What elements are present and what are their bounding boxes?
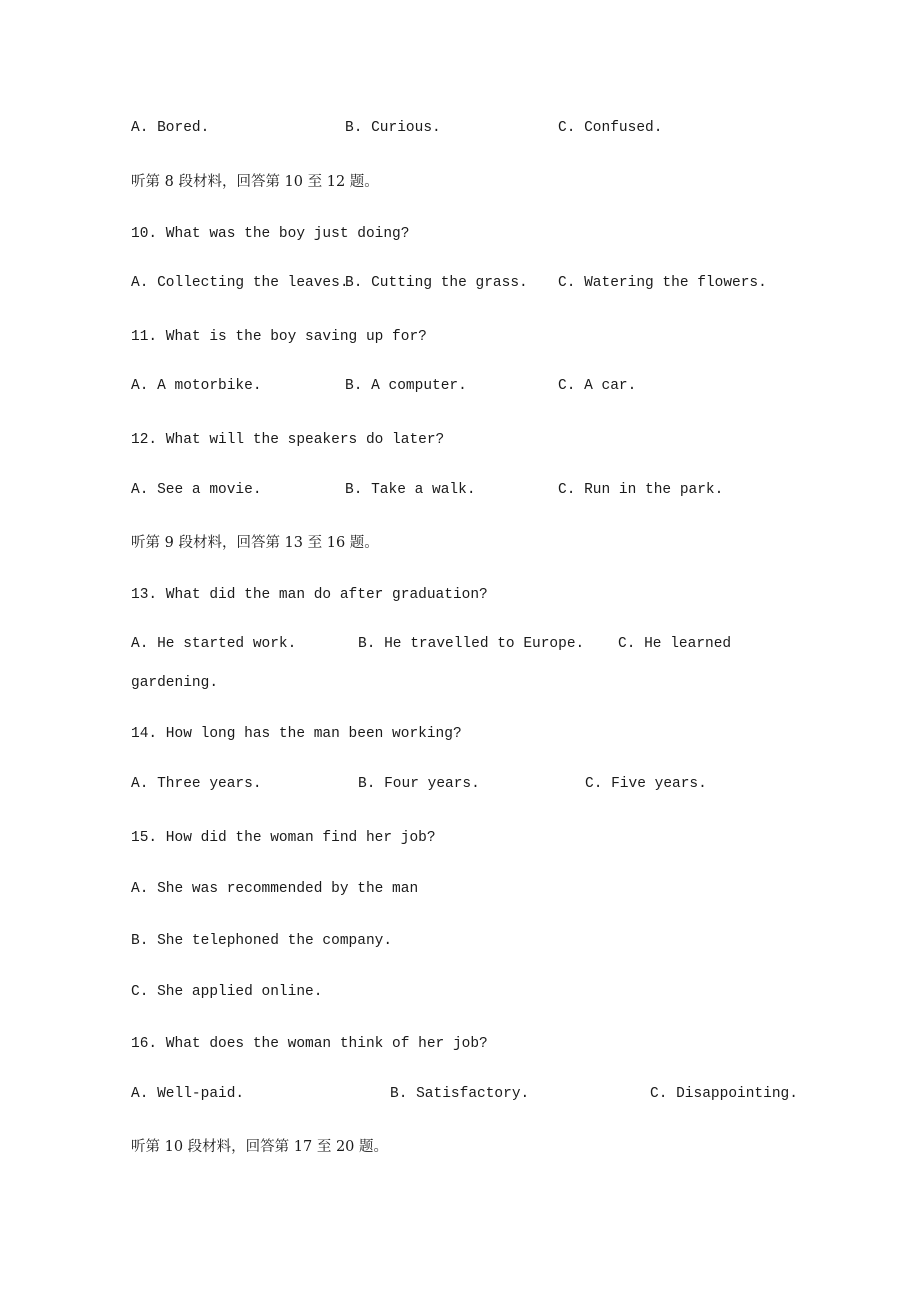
section-instruction: 听第 10 段材料，回答第 17 至 20 题。: [131, 1139, 389, 1155]
question-text: 14. How long has the man been working?: [131, 726, 462, 742]
answer-option: A. See a movie.: [131, 482, 262, 498]
question-text: 13. What did the man do after graduation?: [131, 587, 488, 603]
answer-option: B. He travelled to Europe.: [358, 636, 585, 652]
answer-option: C. A car.: [558, 378, 637, 394]
answer-option: C. Five years.: [585, 776, 707, 792]
answer-option: A. A motorbike.: [131, 378, 262, 394]
answer-option: B. Four years.: [358, 776, 480, 792]
question-text: 10. What was the boy just doing?: [131, 226, 410, 242]
answer-option: B. Curious.: [345, 120, 441, 136]
answer-option: B. A computer.: [345, 378, 467, 394]
answer-option: A. He started work.: [131, 636, 297, 652]
answer-option: C. Confused.: [558, 120, 663, 136]
answer-option-continuation: gardening.: [131, 675, 219, 691]
answer-option: C. He learned: [618, 636, 732, 652]
answer-option: A. She was recommended by the man: [131, 881, 419, 897]
answer-option: B. Satisfactory.: [390, 1086, 530, 1102]
answer-option: A. Collecting the leaves.: [131, 275, 349, 291]
question-text: 16. What does the woman think of her job?: [131, 1036, 488, 1052]
answer-option: B. Take a walk.: [345, 482, 476, 498]
answer-option: A. Three years.: [131, 776, 262, 792]
answer-option: B. She telephoned the company.: [131, 933, 393, 949]
question-text: 11. What is the boy saving up for?: [131, 329, 427, 345]
answer-option: C. Disappointing.: [650, 1086, 798, 1102]
answer-option: C. Watering the flowers.: [558, 275, 767, 291]
answer-option: A. Well-paid.: [131, 1086, 245, 1102]
section-instruction: 听第 8 段材料，回答第 10 至 12 题。: [131, 174, 379, 190]
answer-option: C. Run in the park.: [558, 482, 724, 498]
section-instruction: 听第 9 段材料，回答第 13 至 16 题。: [131, 535, 379, 551]
answer-option: B. Cutting the grass.: [345, 275, 528, 291]
answer-option: C. She applied online.: [131, 984, 323, 1000]
answer-option: A. Bored.: [131, 120, 210, 136]
question-text: 15. How did the woman find her job?: [131, 830, 436, 846]
question-text: 12. What will the speakers do later?: [131, 432, 445, 448]
